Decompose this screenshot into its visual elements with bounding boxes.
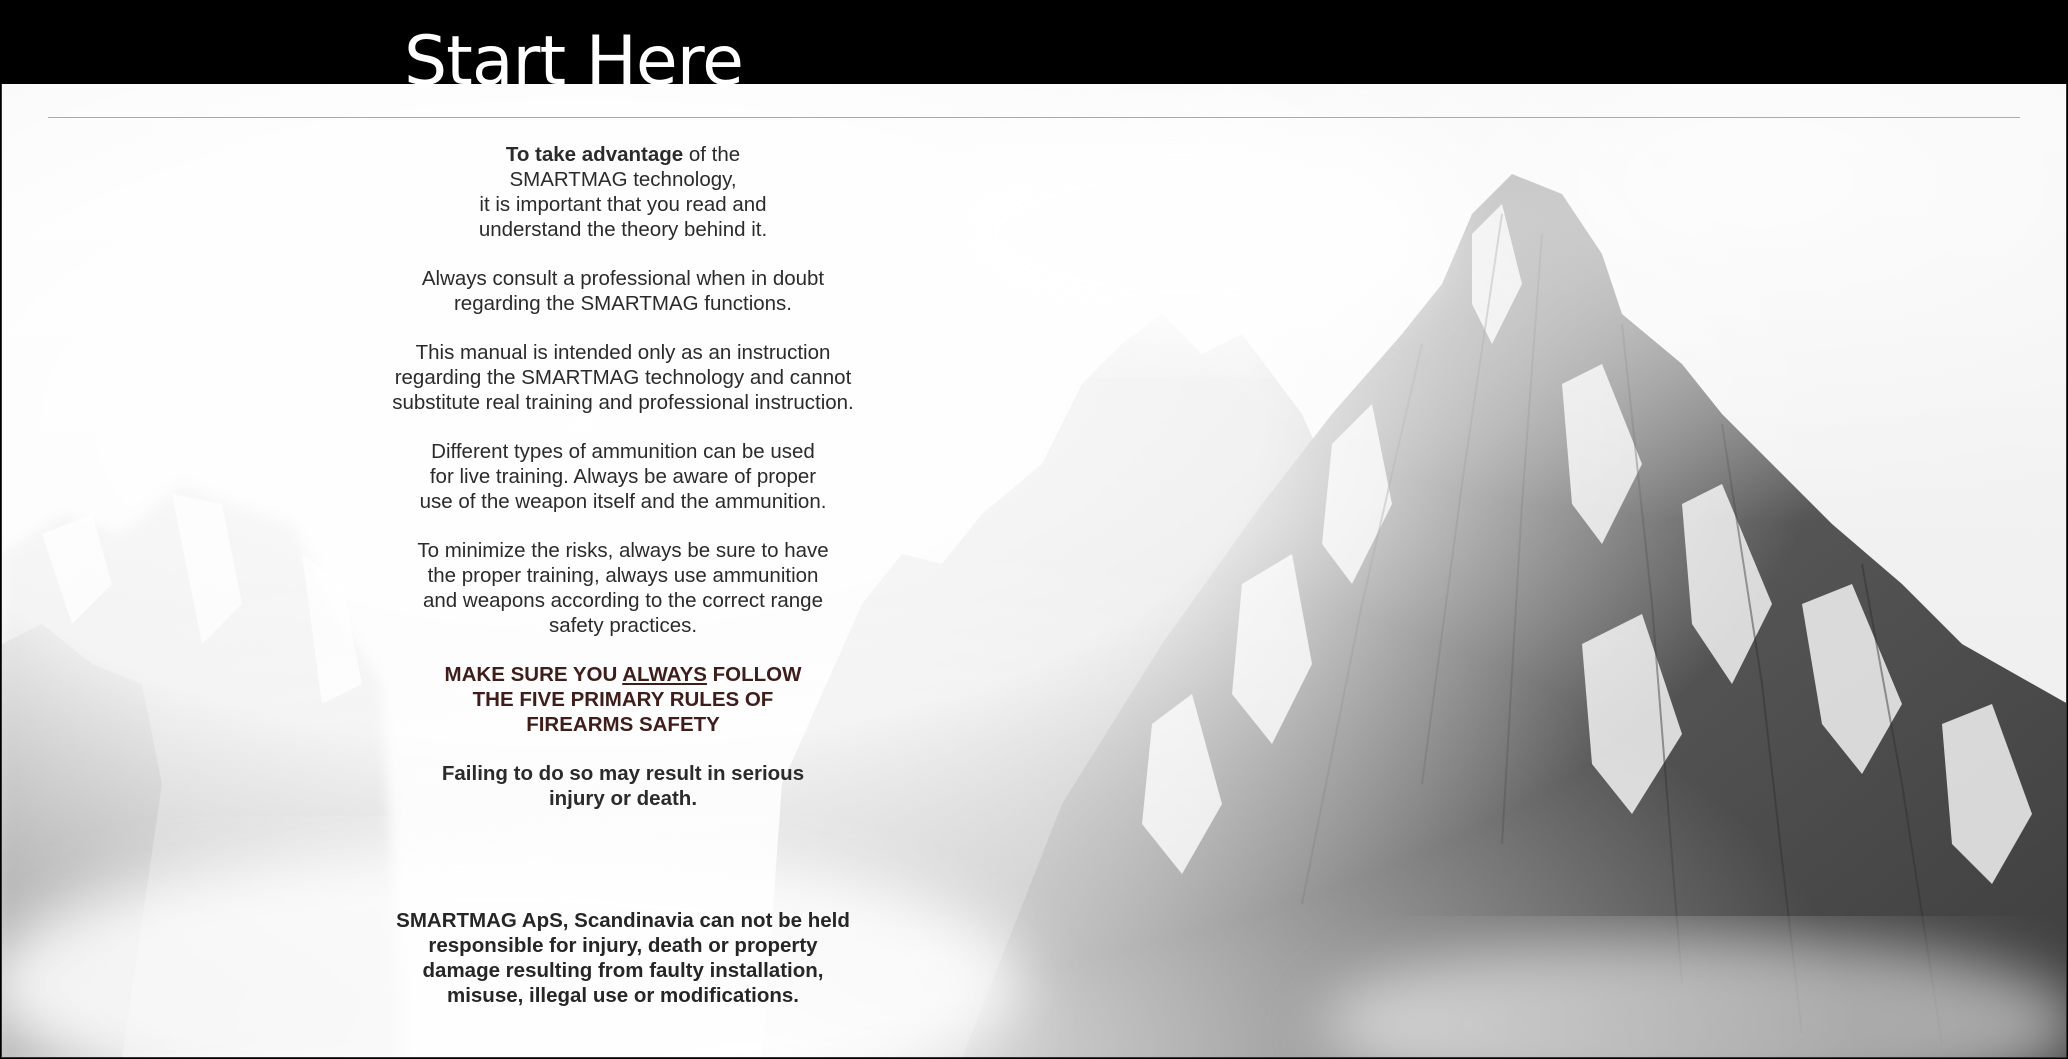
consequence-line1: Failing to do so may result in serious [441, 762, 805, 785]
warning-underlined: ALWAYS [622, 663, 707, 686]
risks-line1: To minimize the risks, always be sure to have [417, 539, 829, 562]
intro-line4: understand the theory behind it. [478, 218, 768, 241]
consult-paragraph [344, 266, 902, 316]
liability-disclaimer [344, 908, 902, 1008]
consequence-paragraph [344, 761, 902, 811]
ammunition-paragraph [344, 439, 902, 514]
intro-bold-lead: To take advantage [505, 143, 684, 166]
manual-paragraph [344, 340, 902, 415]
intro-paragraph [344, 142, 902, 242]
ammunition-line2: for live training. Always be aware of proper [429, 465, 817, 488]
disclaimer-line3: damage resulting from faulty installation, [422, 959, 824, 982]
manual-page [1, 84, 2067, 1058]
disclaimer-line1: SMARTMAG ApS, Scandinavia can not be held [396, 909, 850, 932]
manual-line2: regarding the SMARTMAG technology and cannot [394, 366, 852, 389]
disclaimer-line2: responsible for injury, death or property [428, 934, 818, 957]
ammunition-line3: use of the weapon itself and the ammunition. [419, 490, 827, 513]
page-title: Start Here [404, 22, 743, 101]
ammunition-line1: Different types of ammunition can be used [431, 440, 815, 463]
intro-line2: SMARTMAG technology, [509, 168, 737, 191]
safety-text-column [344, 142, 902, 835]
warning-line3: FIREARMS SAFETY [526, 713, 720, 736]
title-divider [48, 117, 2020, 118]
risks-line4: safety practices. [548, 614, 698, 637]
risks-paragraph [344, 538, 902, 638]
consult-line1: Always consult a professional when in doubt [421, 267, 825, 290]
intro-line3: it is important that you read and [479, 193, 767, 216]
risks-line2: the proper training, always use ammunition [427, 564, 819, 587]
warning-pre: MAKE SURE YOU [444, 663, 623, 686]
manual-line1: This manual is intended only as an instruction [415, 341, 831, 364]
intro-line1-rest: of the [683, 143, 741, 166]
header-bar [0, 0, 2068, 84]
consult-line2: regarding the SMARTMAG functions. [453, 292, 793, 315]
safety-warning [344, 662, 902, 737]
risks-line3: and weapons according to the correct range [422, 589, 823, 612]
manual-line3: substitute real training and professional instruction. [392, 391, 854, 414]
warning-line2: THE FIVE PRIMARY RULES OF [472, 688, 774, 711]
consequence-line2: injury or death. [548, 787, 698, 810]
mountain-background-image [2, 84, 2067, 1058]
disclaimer-line4: misuse, illegal use or modifications. [446, 984, 799, 1007]
warning-post: FOLLOW [706, 663, 802, 686]
